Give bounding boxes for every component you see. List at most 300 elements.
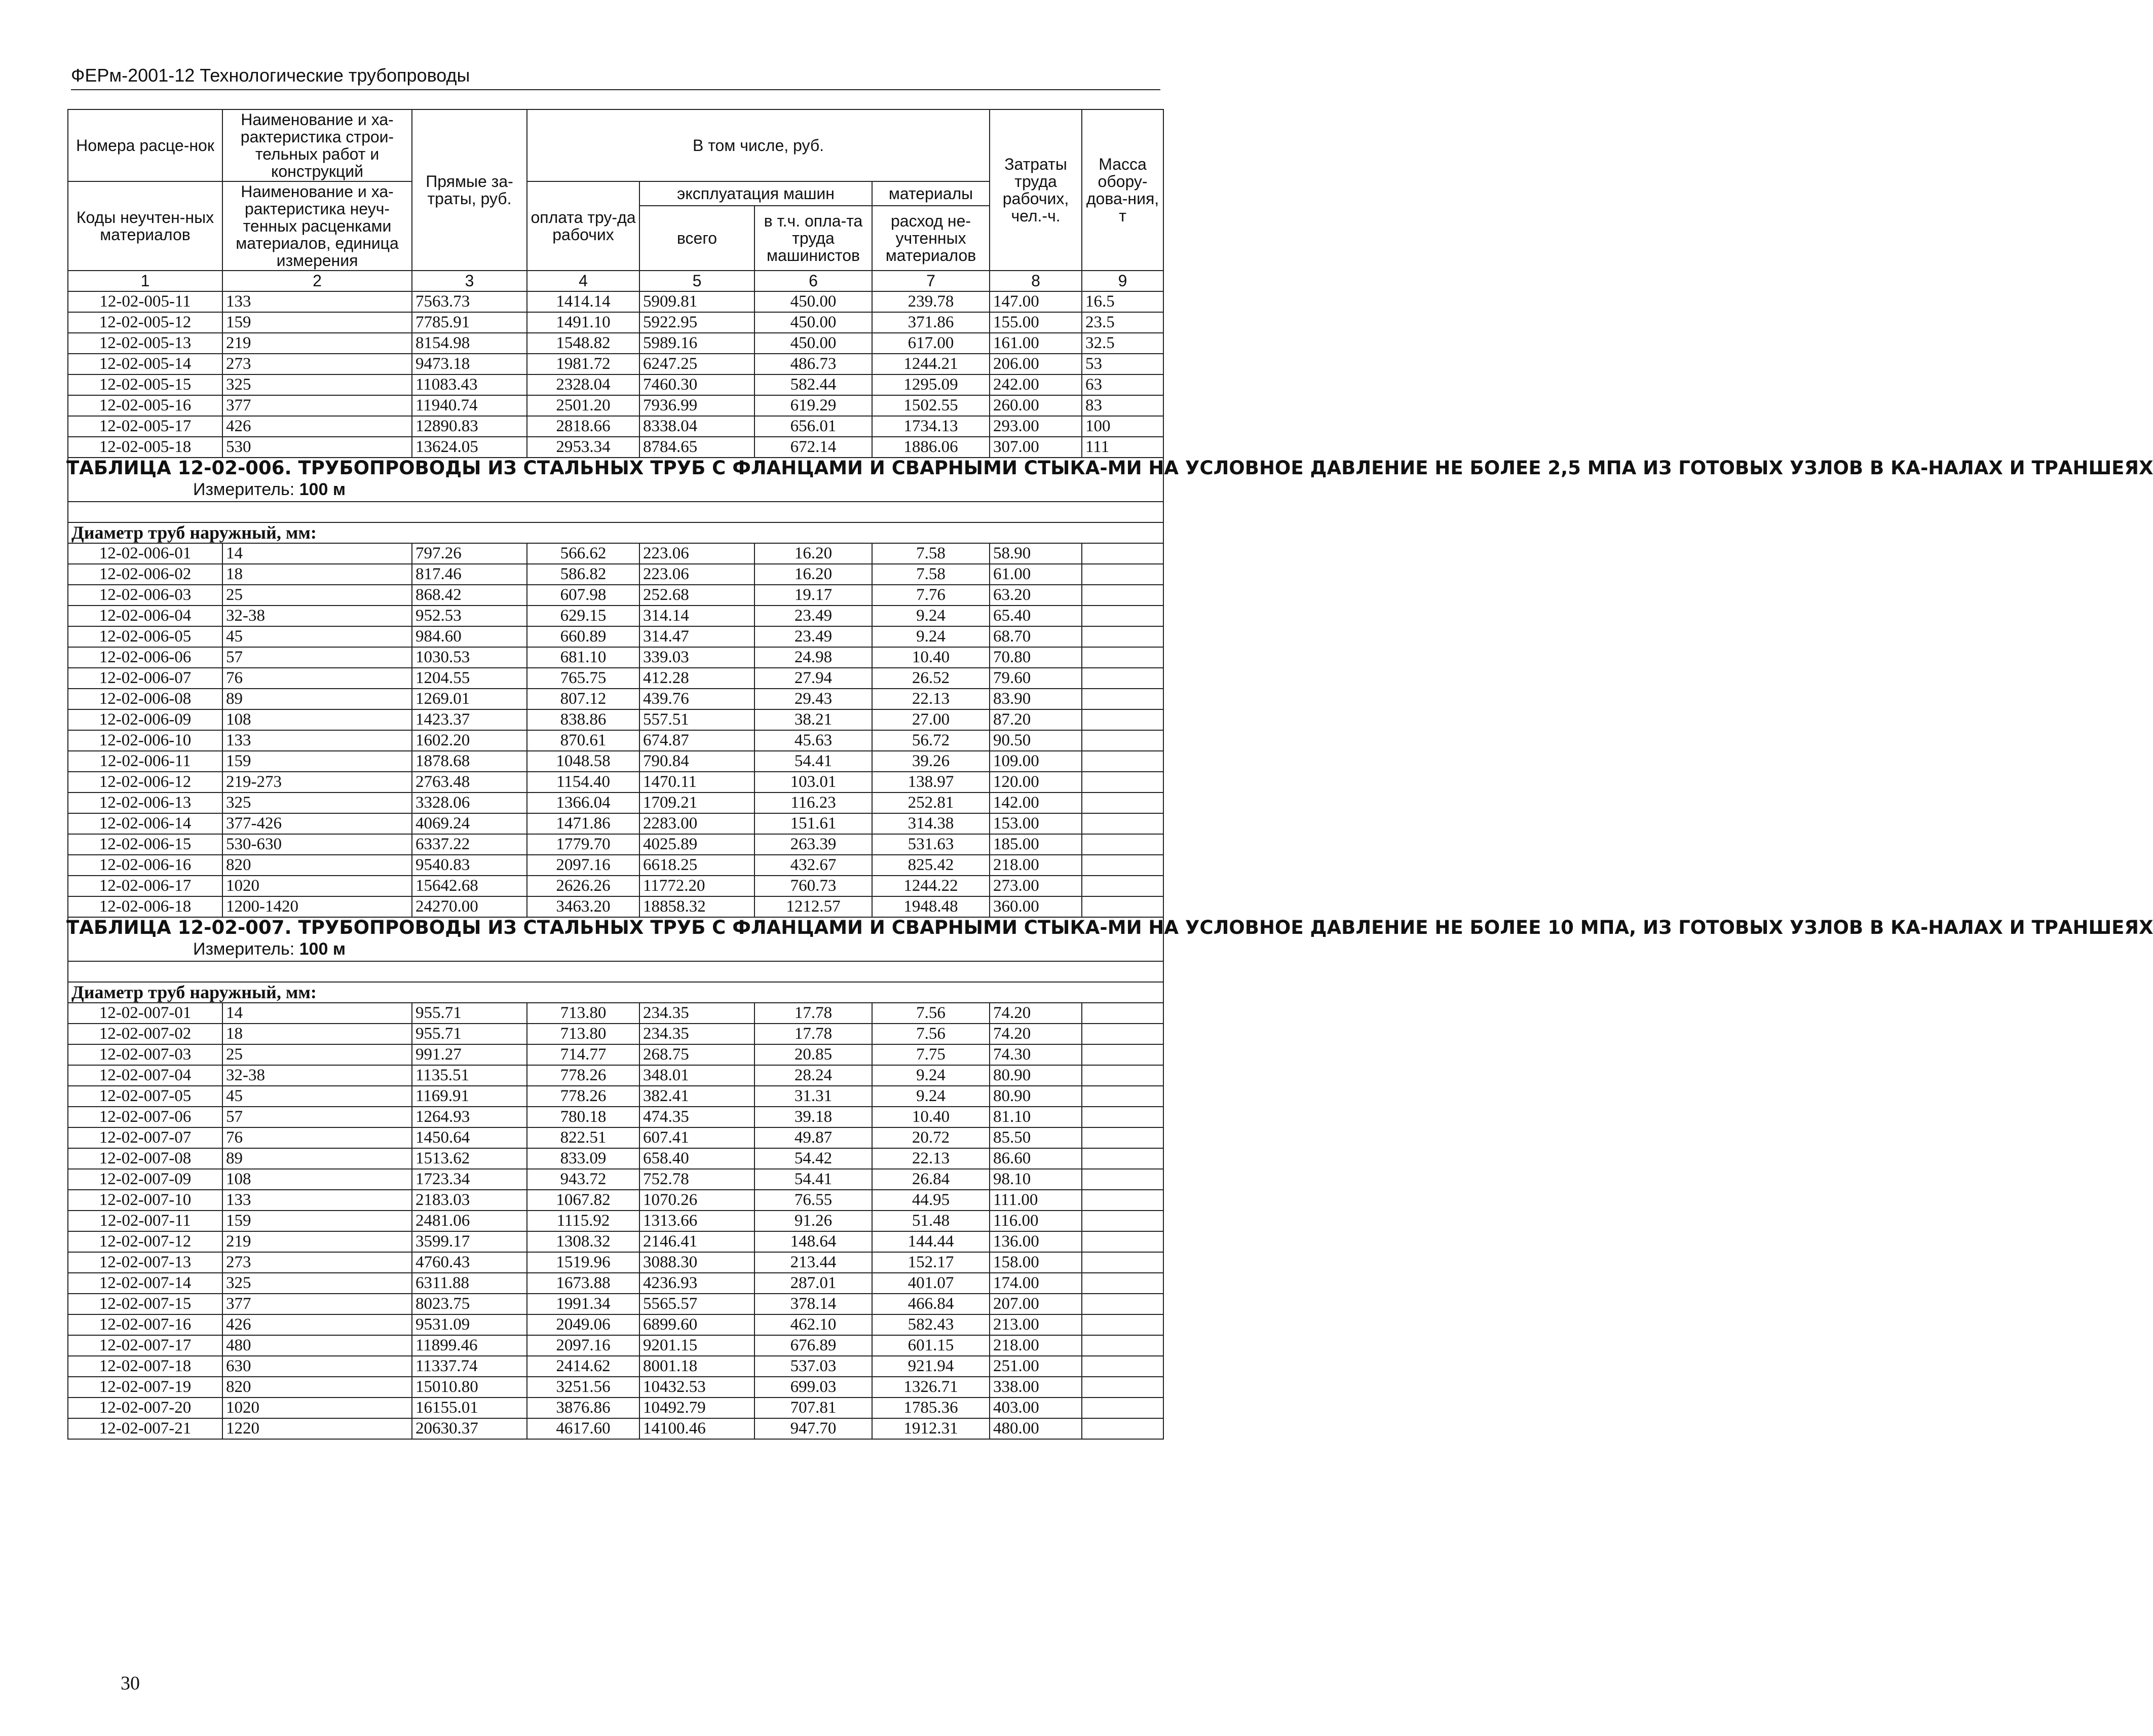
table-cell: 1020 (222, 1398, 412, 1418)
table-cell (1082, 1231, 1163, 1252)
table-cell: 57 (222, 647, 412, 668)
table-cell: 838.86 (527, 709, 639, 730)
table-cell: 10.40 (872, 1107, 990, 1127)
table-cell: 6618.25 (639, 855, 754, 876)
table-cell: 80.90 (990, 1086, 1082, 1107)
table-cell: 1326.71 (872, 1377, 990, 1398)
table-cell: 1886.06 (872, 437, 990, 458)
table-cell: 85.50 (990, 1127, 1082, 1148)
table-cell: 32.5 (1082, 333, 1163, 354)
table-cell: 6899.60 (639, 1314, 754, 1335)
table-cell: 307.00 (990, 437, 1082, 458)
table-cell (1082, 772, 1163, 792)
col-materials: материалы (872, 181, 990, 206)
table-cell: 83 (1082, 395, 1163, 416)
table-cell: 68.70 (990, 626, 1082, 647)
table-cell: 672.14 (754, 437, 872, 458)
table-cell: 7785.91 (412, 312, 527, 333)
table-cell: 12-02-005-15 (68, 374, 222, 395)
table-cell: 1519.96 (527, 1252, 639, 1273)
table-cell: 12-02-007-06 (68, 1107, 222, 1127)
table-row (68, 626, 1163, 647)
table-row (68, 876, 1163, 896)
table-cell: 12-02-007-04 (68, 1065, 222, 1086)
table-cell: 12-02-005-12 (68, 312, 222, 333)
table-cell: 174.00 (990, 1273, 1082, 1294)
column-number: 3 (412, 271, 527, 291)
table-cell (1082, 1273, 1163, 1294)
table-cell: 1602.20 (412, 730, 527, 751)
table-cell: 213.44 (754, 1252, 872, 1273)
table-cell: 943.72 (527, 1169, 639, 1190)
table-cell: 12-02-005-14 (68, 354, 222, 374)
table-cell: 820 (222, 1377, 412, 1398)
table-cell: 12-02-005-17 (68, 416, 222, 437)
table-cell: 147.00 (990, 291, 1082, 312)
table-cell: 2283.00 (639, 813, 754, 834)
table-cell: 1491.10 (527, 312, 639, 333)
table-cell: 1502.55 (872, 395, 990, 416)
table-row (68, 1148, 1163, 1169)
table-cell: 22.13 (872, 689, 990, 709)
table-cell: 23.49 (754, 606, 872, 626)
table-cell: 136.00 (990, 1231, 1082, 1252)
table-cell: 557.51 (639, 709, 754, 730)
table-cell: 2097.16 (527, 1335, 639, 1356)
table-cell: 8154.98 (412, 333, 527, 354)
table-cell: 14100.46 (639, 1418, 754, 1439)
table-cell: 566.62 (527, 543, 639, 564)
table-cell (1082, 606, 1163, 626)
table-cell: 74.20 (990, 1003, 1082, 1024)
rates-table (66, 109, 2153, 1440)
table-cell: 11940.74 (412, 395, 527, 416)
section-description: ТРУБОПРОВОДЫ ИЗ СТАЛЬНЫХ ТРУБ С ФЛАНЦАМИ И СВАРНЫМИ СТЫКА-МИ НА УСЛОВНОЕ ДАВЛЕНИЕ НЕ БОЛЕЕ 10 МПА, ИЗ ГОТОВЫХ УЗЛОВ В КА-НАЛАХ И ТРАНШЕЯХ (298, 917, 2153, 938)
table-cell: 674.87 (639, 730, 754, 751)
table-row (68, 395, 1163, 416)
table-cell: 142.00 (990, 792, 1082, 813)
diameter-label: Диаметр труб наружный, мм: (68, 522, 1163, 543)
table-row (68, 896, 1163, 917)
table-row (68, 1252, 1163, 1273)
table-cell: 16.5 (1082, 291, 1163, 312)
table-cell: 12-02-007-10 (68, 1190, 222, 1211)
table-cell: 293.00 (990, 416, 1082, 437)
table-row (68, 1003, 1163, 1024)
table-cell: 921.94 (872, 1356, 990, 1377)
table-cell (1082, 751, 1163, 772)
table-cell: 780.18 (527, 1107, 639, 1127)
table-row (68, 730, 1163, 751)
table-row (68, 416, 1163, 437)
table-cell: 251.00 (990, 1356, 1082, 1377)
table-cell: 23.5 (1082, 312, 1163, 333)
table-cell: 29.43 (754, 689, 872, 709)
table-cell: 3599.17 (412, 1231, 527, 1252)
table-cell: 17.78 (754, 1003, 872, 1024)
table-cell: 45 (222, 1086, 412, 1107)
table-cell: 1070.26 (639, 1190, 754, 1211)
table-cell: 158.00 (990, 1252, 1082, 1273)
col-machine-operation: эксплуатация машин (639, 181, 872, 206)
table-cell: 159 (222, 1211, 412, 1231)
table-cell: 90.50 (990, 730, 1082, 751)
table-cell: 1723.34 (412, 1169, 527, 1190)
table-cell: 12-02-006-14 (68, 813, 222, 834)
table-cell: 54.41 (754, 751, 872, 772)
column-number: 5 (639, 271, 754, 291)
table-cell: 378.14 (754, 1294, 872, 1314)
table-cell: 49.87 (754, 1127, 872, 1148)
table-cell: 462.10 (754, 1314, 872, 1335)
table-cell: 39.18 (754, 1107, 872, 1127)
table-cell: 98.10 (990, 1169, 1082, 1190)
table-cell: 607.98 (527, 585, 639, 606)
table-cell: 12-02-007-16 (68, 1314, 222, 1335)
table-cell: 1912.31 (872, 1418, 990, 1439)
table-cell: 12-02-007-01 (68, 1003, 222, 1024)
table-cell: 65.40 (990, 606, 1082, 626)
table-cell (1082, 896, 1163, 917)
table-cell: 955.71 (412, 1003, 527, 1024)
table-row (68, 1086, 1163, 1107)
table-cell: 7.75 (872, 1044, 990, 1065)
table-cell: 586.82 (527, 564, 639, 585)
table-cell: 12-02-007-03 (68, 1044, 222, 1065)
table-cell: 234.35 (639, 1003, 754, 1024)
table-cell: 111.00 (990, 1190, 1082, 1211)
table-row (68, 772, 1163, 792)
table-cell: 12-02-006-13 (68, 792, 222, 813)
table-row (68, 1398, 1163, 1418)
table-cell: 24.98 (754, 647, 872, 668)
table-cell: 371.86 (872, 312, 990, 333)
table-cell (1082, 1107, 1163, 1127)
table-cell: 14 (222, 1003, 412, 1024)
table-cell (1082, 1377, 1163, 1398)
table-row (68, 564, 1163, 585)
table-cell: 15010.80 (412, 1377, 527, 1398)
table-cell: 12-02-007-17 (68, 1335, 222, 1356)
table-cell: 79.60 (990, 668, 1082, 689)
table-cell: 3328.06 (412, 792, 527, 813)
table-cell: 2146.41 (639, 1231, 754, 1252)
table-cell: 56.72 (872, 730, 990, 751)
table-cell: 8001.18 (639, 1356, 754, 1377)
table-cell: 1734.13 (872, 416, 990, 437)
table-cell: 8023.75 (412, 1294, 527, 1314)
table-cell: 955.71 (412, 1024, 527, 1044)
table-cell (1082, 1211, 1163, 1231)
table-cell: 1295.09 (872, 374, 990, 395)
table-cell (1082, 585, 1163, 606)
table-cell: 314.47 (639, 626, 754, 647)
table-row (68, 1190, 1163, 1211)
table-cell: 868.42 (412, 585, 527, 606)
table-cell (1082, 792, 1163, 813)
table-cell: 61.00 (990, 564, 1082, 585)
table-cell: 1030.53 (412, 647, 527, 668)
table-cell: 7.56 (872, 1024, 990, 1044)
table-cell: 1414.14 (527, 291, 639, 312)
table-row (68, 437, 1163, 458)
table-cell: 5909.81 (639, 291, 754, 312)
table-cell: 12-02-007-08 (68, 1148, 222, 1169)
table-row (68, 1273, 1163, 1294)
section-title-007 (66, 917, 2153, 961)
table-cell: 412.28 (639, 668, 754, 689)
diameter-label: Диаметр труб наружный, мм: (68, 982, 1163, 1003)
table-cell: 213.00 (990, 1314, 1082, 1335)
table-row (68, 1107, 1163, 1127)
table-cell: 108 (222, 1169, 412, 1190)
table-row (68, 543, 1163, 564)
table-cell: 287.01 (754, 1273, 872, 1294)
table-cell: 1115.92 (527, 1211, 639, 1231)
table-cell: 2818.66 (527, 416, 639, 437)
table-cell: 239.78 (872, 291, 990, 312)
table-cell: 252.68 (639, 585, 754, 606)
table-cell: 4760.43 (412, 1252, 527, 1273)
table-cell: 12-02-006-05 (68, 626, 222, 647)
col-rate-numbers: Номера расце-нок (68, 109, 222, 181)
table-cell: 12-02-006-10 (68, 730, 222, 751)
table-cell: 81.10 (990, 1107, 1082, 1127)
table-cell: 12-02-006-18 (68, 896, 222, 917)
table-cell: 86.60 (990, 1148, 1082, 1169)
table-cell: 382.41 (639, 1086, 754, 1107)
table-cell: 26.84 (872, 1169, 990, 1190)
table-cell: 12-02-007-12 (68, 1231, 222, 1252)
table-cell: 9.24 (872, 606, 990, 626)
table-cell: 314.38 (872, 813, 990, 834)
table-cell: 53 (1082, 354, 1163, 374)
table-cell: 2328.04 (527, 374, 639, 395)
table-cell: 12-02-005-16 (68, 395, 222, 416)
table-cell (1082, 1335, 1163, 1356)
table-cell: 6247.25 (639, 354, 754, 374)
table-row (68, 1127, 1163, 1148)
table-cell: 658.40 (639, 1148, 754, 1169)
table-cell: 116.00 (990, 1211, 1082, 1231)
table-cell (1082, 813, 1163, 834)
table-cell: 1200-1420 (222, 896, 412, 917)
table-cell: 4069.24 (412, 813, 527, 834)
table-cell: 778.26 (527, 1086, 639, 1107)
table-cell: 10432.53 (639, 1377, 754, 1398)
table-cell: 12-02-006-15 (68, 834, 222, 855)
table-cell: 984.60 (412, 626, 527, 647)
table-cell: 12-02-005-11 (68, 291, 222, 312)
col-labor-costs: Затраты труда рабочих, чел.-ч. (990, 109, 1082, 271)
table-cell: 3876.86 (527, 1398, 639, 1418)
table-cell: 660.89 (527, 626, 639, 647)
table-cell: 159 (222, 751, 412, 772)
table-cell: 377-426 (222, 813, 412, 834)
table-cell (1082, 1044, 1163, 1065)
table-cell: 57 (222, 1107, 412, 1127)
table-cell: 12-02-006-11 (68, 751, 222, 772)
table-007-heading (66, 917, 2153, 1003)
table-cell: 2183.03 (412, 1190, 527, 1211)
table-cell: 12-02-007-11 (68, 1211, 222, 1231)
table-cell: 12-02-005-18 (68, 437, 222, 458)
table-cell: 45.63 (754, 730, 872, 751)
table-cell (1082, 1294, 1163, 1314)
col-machine-total: всего (639, 206, 754, 271)
table-cell: 11899.46 (412, 1335, 527, 1356)
table-cell: 1244.21 (872, 354, 990, 374)
table-cell (1082, 647, 1163, 668)
table-cell: 74.20 (990, 1024, 1082, 1044)
table-cell: 12-02-006-16 (68, 855, 222, 876)
table-row (68, 291, 1163, 312)
table-row (68, 1065, 1163, 1086)
table-cell: 1423.37 (412, 709, 527, 730)
table-cell: 133 (222, 291, 412, 312)
table-cell: 619.29 (754, 395, 872, 416)
table-cell: 12-02-007-18 (68, 1356, 222, 1377)
table-cell: 2481.06 (412, 1211, 527, 1231)
table-cell: 1048.58 (527, 751, 639, 772)
table-row (68, 792, 1163, 813)
table-cell: 4236.93 (639, 1273, 754, 1294)
table-cell: 1779.70 (527, 834, 639, 855)
col-unaccounted-name: Наименование и ха-рактеристика неуч-тенных расценками материалов, единица измерения (222, 181, 412, 271)
table-cell: 242.00 (990, 374, 1082, 395)
table-cell: 16.20 (754, 543, 872, 564)
table-cell: 12-02-007-07 (68, 1127, 222, 1148)
table-header (68, 109, 1163, 291)
table-cell: 234.35 (639, 1024, 754, 1044)
table-cell (1082, 730, 1163, 751)
column-numbers-row (68, 271, 1163, 291)
column-number: 6 (754, 271, 872, 291)
table-cell: 474.35 (639, 1107, 754, 1127)
table-cell: 1313.66 (639, 1211, 754, 1231)
measure-unit: Измеритель: 100 м (193, 939, 346, 959)
table-cell: 54.41 (754, 1169, 872, 1190)
table-cell (1082, 1148, 1163, 1169)
table-cell: 18 (222, 1024, 412, 1044)
table-cell: 24270.00 (412, 896, 527, 917)
table-cell: 807.12 (527, 689, 639, 709)
table-cell: 9540.83 (412, 855, 527, 876)
table-cell: 6337.22 (412, 834, 527, 855)
table-cell: 8784.65 (639, 437, 754, 458)
table-cell: 120.00 (990, 772, 1082, 792)
table-cell (1082, 1086, 1163, 1107)
table-cell: 991.27 (412, 1044, 527, 1065)
table-cell: 480.00 (990, 1418, 1082, 1439)
table-cell: 148.64 (754, 1231, 872, 1252)
table-cell: 480 (222, 1335, 412, 1356)
table-cell: 219-273 (222, 772, 412, 792)
table-cell: 27.00 (872, 709, 990, 730)
table-cell: 12-02-007-15 (68, 1294, 222, 1314)
table-cell: 32-38 (222, 1065, 412, 1086)
table-cell (1082, 855, 1163, 876)
table-row (68, 374, 1163, 395)
table-cell: 1548.82 (527, 333, 639, 354)
table-cell: 537.03 (754, 1356, 872, 1377)
table-cell: 10.40 (872, 647, 990, 668)
table-cell: 1135.51 (412, 1065, 527, 1086)
table-cell: 12-02-007-02 (68, 1024, 222, 1044)
table-cell: 5989.16 (639, 333, 754, 354)
table-cell: 108 (222, 709, 412, 730)
table-cell: 1450.64 (412, 1127, 527, 1148)
table-cell (1082, 626, 1163, 647)
table-cell: 325 (222, 374, 412, 395)
table-cell: 19.17 (754, 585, 872, 606)
table-cell: 12-02-007-13 (68, 1252, 222, 1273)
table-row (68, 1044, 1163, 1065)
table-cell: 12-02-006-08 (68, 689, 222, 709)
table-cell: 273 (222, 354, 412, 374)
table-cell: 9473.18 (412, 354, 527, 374)
spacer-cell (68, 502, 1163, 522)
table-cell: 39.26 (872, 751, 990, 772)
table-cell: 100 (1082, 416, 1163, 437)
table-cell: 218.00 (990, 1335, 1082, 1356)
table-cell: 58.90 (990, 543, 1082, 564)
table-cell: 656.01 (754, 416, 872, 437)
table-cell: 263.39 (754, 834, 872, 855)
table-005-body (68, 291, 1163, 458)
col-direct-costs: Прямые за-траты, руб. (412, 109, 527, 271)
table-row (68, 354, 1163, 374)
table-cell: 752.78 (639, 1169, 754, 1190)
table-cell: 822.51 (527, 1127, 639, 1148)
table-cell: 403.00 (990, 1398, 1082, 1418)
table-cell (1082, 1418, 1163, 1439)
table-cell: 820 (222, 855, 412, 876)
table-cell: 1785.36 (872, 1398, 990, 1418)
table-cell: 3088.30 (639, 1252, 754, 1273)
table-cell: 1981.72 (527, 354, 639, 374)
table-cell: 1244.22 (872, 876, 990, 896)
table-cell: 16.20 (754, 564, 872, 585)
table-cell: 12-02-007-21 (68, 1418, 222, 1439)
table-cell: 1673.88 (527, 1273, 639, 1294)
table-cell: 4025.89 (639, 834, 754, 855)
table-cell: 2953.34 (527, 437, 639, 458)
column-number: 8 (990, 271, 1082, 291)
column-number: 2 (222, 271, 412, 291)
table-cell: 223.06 (639, 564, 754, 585)
table-cell: 91.26 (754, 1211, 872, 1231)
table-row (68, 1231, 1163, 1252)
table-row (68, 1377, 1163, 1398)
table-row (68, 1314, 1163, 1335)
table-cell: 219 (222, 333, 412, 354)
table-cell: 133 (222, 730, 412, 751)
table-cell: 1308.32 (527, 1231, 639, 1252)
table-cell: 466.84 (872, 1294, 990, 1314)
table-cell: 7563.73 (412, 291, 527, 312)
table-cell (1082, 709, 1163, 730)
table-cell: 1991.34 (527, 1294, 639, 1314)
col-unaccounted-codes: Коды неучтен-ных материалов (68, 181, 222, 271)
table-cell: 12-02-006-09 (68, 709, 222, 730)
table-cell: 12-02-006-04 (68, 606, 222, 626)
table-cell: 1020 (222, 876, 412, 896)
table-cell: 1948.48 (872, 896, 990, 917)
table-cell: 12-02-006-02 (68, 564, 222, 585)
table-cell: 1366.04 (527, 792, 639, 813)
column-number: 1 (68, 271, 222, 291)
